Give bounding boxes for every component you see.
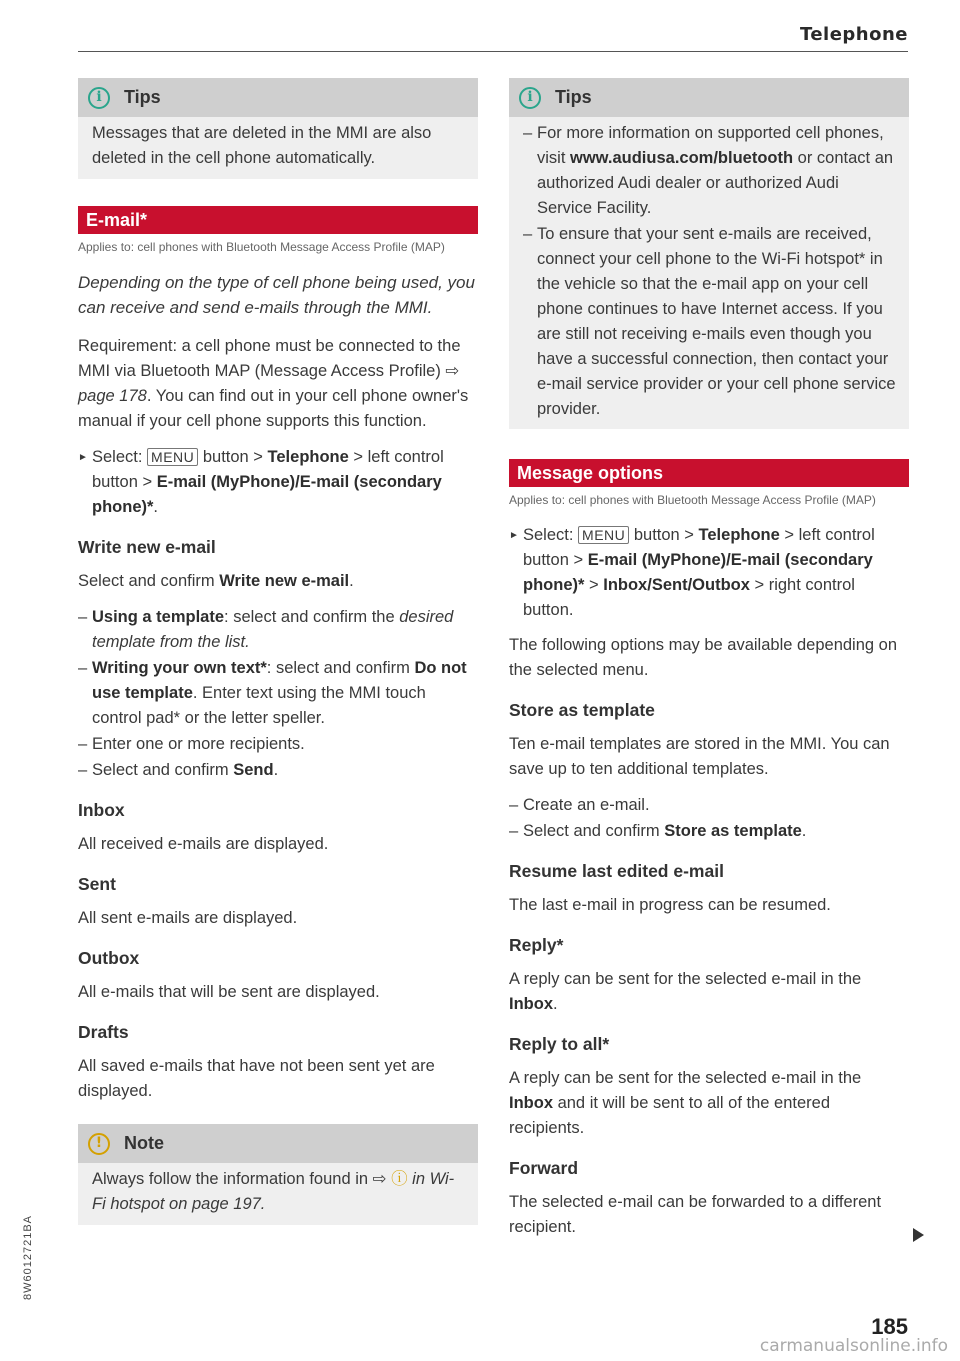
info-icon: i	[88, 87, 110, 109]
forward-heading: Forward	[509, 1158, 579, 1178]
write-new-email-heading: Write new e-mail	[78, 537, 216, 557]
note-body	[78, 1163, 478, 1225]
tips-heading: Tips	[124, 87, 161, 107]
reply-heading: Reply*	[509, 935, 564, 955]
tips-body	[78, 117, 478, 179]
note-reference-link[interactable]: in Wi-Fi hotspot on page 197.	[92, 1170, 455, 1213]
write-options-list	[78, 605, 478, 783]
tips-heading-right: Tips	[555, 87, 592, 107]
store-as-template-heading: Store as template	[509, 700, 655, 720]
document-code: 8W6012721BA	[22, 1215, 34, 1300]
list-item: – For more information on supported cell phones, visit www.audiusa.com/bluetooth or contact an authorized Audi dealer or authorized Audi Service Facility.	[523, 121, 897, 221]
requirement-paragraph: Requirement: a cell phone must be connected to the MMI via Bluetooth MAP (Message Access Profile) ⇨ page 178. You can find out in your cell phone owner's manual if your cell phone supports this function.	[78, 337, 469, 430]
sent-heading: Sent	[78, 874, 116, 894]
menu-key: MENU	[147, 448, 198, 466]
resume-text: The last e-mail in progress can be resumed.	[509, 896, 831, 914]
tips-body-right	[509, 117, 909, 429]
applies-to-note-right: Applies to: cell phones with Bluetooth Message Access Profile (MAP)	[509, 493, 876, 507]
select-step-right: ► Select: MENU button > Telephone > left control button > E-mail (MyPhone)/E-mail (secondary phone)* > Inbox/Sent/Outbox > right control button.	[509, 523, 909, 623]
inbox-text: All received e-mails are displayed.	[78, 835, 329, 853]
tips-box-right	[509, 78, 909, 429]
warning-icon: ⓘ	[391, 1170, 408, 1188]
audi-bluetooth-link[interactable]: www.audiusa.com/bluetooth	[570, 149, 794, 167]
list-item: – Writing your own text*: select and confirm Do not use template. Enter text using the MMI touch control pad* or the letter speller.	[78, 656, 478, 731]
warning-icon: !	[88, 1133, 110, 1155]
note-text: Always follow the information found in ⇨ ⓘ in Wi-Fi hotspot on page 197.	[92, 1170, 455, 1213]
forward-text: The selected e-mail can be forwarded to a different recipient.	[509, 1193, 882, 1236]
tips-list	[523, 121, 897, 422]
left-column	[78, 78, 478, 1252]
tips-box-header-right	[509, 78, 909, 117]
intro-text: Depending on the type of cell phone being used, you can receive and send e-mails through the MMI.	[78, 273, 475, 317]
select-step: ► Select: MENU button > Telephone > left control button > E-mail (MyPhone)/E-mail (secondary phone)*.	[78, 445, 478, 520]
drafts-heading: Drafts	[78, 1022, 129, 1042]
continue-arrow-icon	[913, 1228, 924, 1242]
reply-to-all-heading: Reply to all*	[509, 1034, 610, 1054]
drafts-text: All saved e-mails that have not been sent yet are displayed.	[78, 1057, 435, 1100]
outbox-text: All e-mails that will be sent are displayed.	[78, 983, 380, 1001]
page-number: 185	[871, 1314, 908, 1339]
sent-text: All sent e-mails are displayed.	[78, 909, 298, 927]
reply-to-all-text: A reply can be sent for the selected e-mail in the Inbox and it will be sent to all of the entered recipients.	[509, 1069, 862, 1137]
list-item: – To ensure that your sent e-mails are received, connect your cell phone to the Wi-Fi hotspot* in the vehicle so that the e-mail app on your cell phone continues to have Internet access. If you are still not receiving e-mails even though you have a successful connection, then contact your e-mail service provider or your cell phone service provider.	[523, 222, 897, 422]
watermark: carmanualsonline.info	[759, 1336, 948, 1356]
inbox-heading: Inbox	[78, 800, 125, 820]
list-item: – Select and confirm Send.	[78, 758, 478, 783]
info-icon: i	[519, 87, 541, 109]
list-item: – Using a template: select and confirm the desired template from the list.	[78, 605, 478, 655]
message-options-bar: Message options	[509, 459, 909, 487]
right-column	[509, 78, 909, 1251]
page-header-title: Telephone	[799, 24, 908, 45]
page-reference-link[interactable]: ⇨ page 178	[78, 362, 460, 405]
list-item: – Select and confirm Store as template.	[509, 819, 909, 844]
store-as-template-text: Ten e-mail templates are stored in the MMI. You can save up to ten additional templates.	[509, 735, 890, 778]
note-heading: Note	[124, 1133, 164, 1153]
menu-key: MENU	[578, 526, 629, 544]
outbox-heading: Outbox	[78, 948, 140, 968]
header-rule	[78, 51, 908, 52]
email-section-bar: E-mail*	[78, 206, 478, 234]
applies-to-note: Applies to: cell phones with Bluetooth Message Access Profile (MAP)	[78, 240, 445, 254]
resume-heading: Resume last edited e-mail	[509, 861, 724, 881]
write-new-email-text: Select and confirm Write new e-mail.	[78, 572, 354, 590]
tips-box-header	[78, 78, 478, 117]
reply-text: A reply can be sent for the selected e-mail in the Inbox.	[509, 970, 862, 1013]
store-steps-list	[509, 793, 909, 844]
tips-box	[78, 78, 478, 179]
note-box-header	[78, 1124, 478, 1163]
list-item: – Create an e-mail.	[509, 793, 909, 818]
following-options-text: The following options may be available depending on the selected menu.	[509, 636, 898, 679]
tips-text: Messages that are deleted in the MMI are also deleted in the cell phone automatically.	[92, 124, 432, 167]
note-box	[78, 1124, 478, 1225]
list-item: – Enter one or more recipients.	[78, 732, 478, 757]
